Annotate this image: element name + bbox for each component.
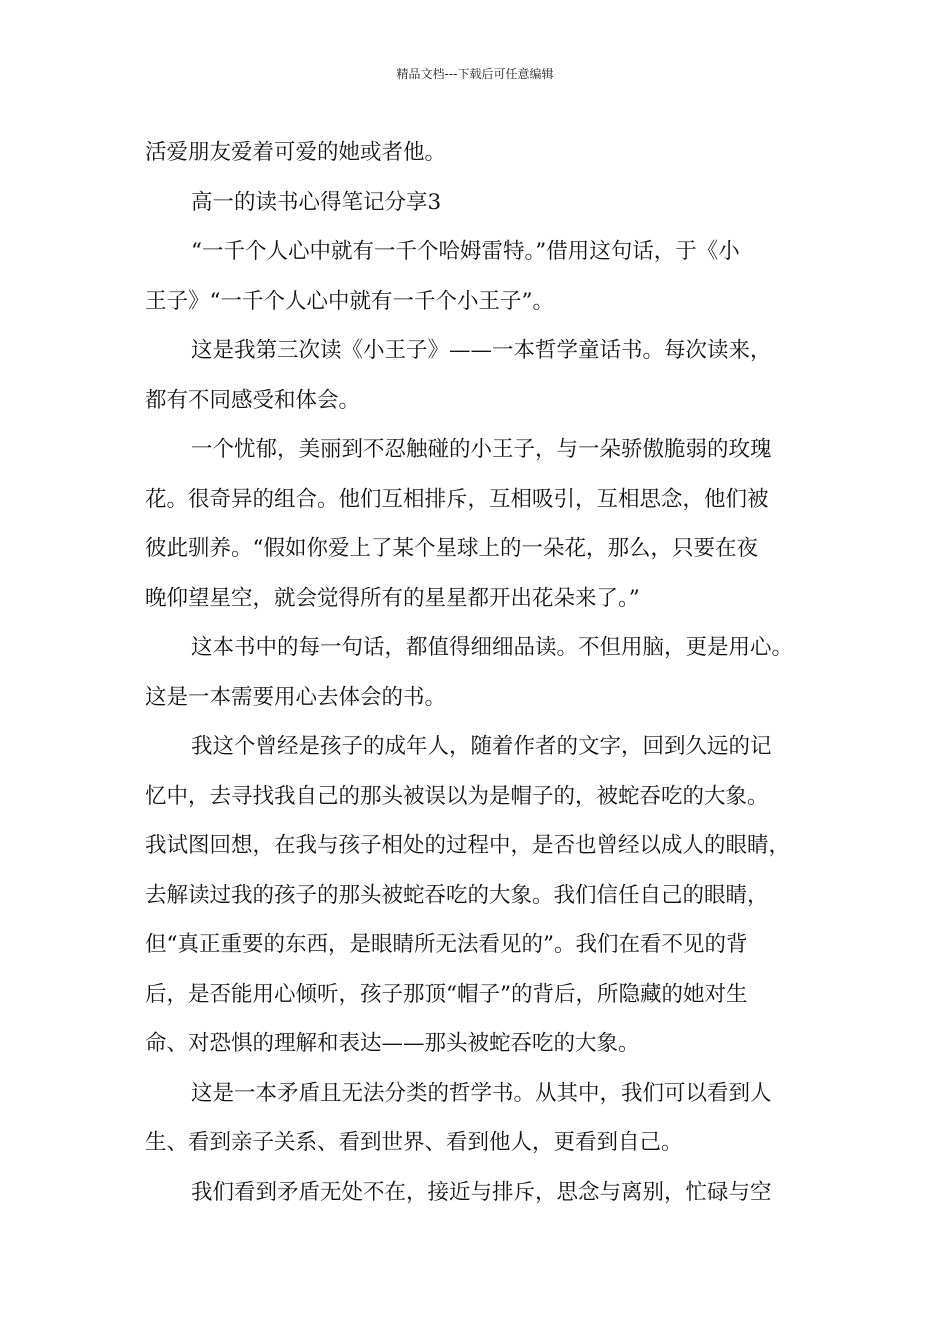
text-line: 活爱朋友爱着可爱的她或者他。 [145, 140, 447, 165]
text-line: 生、看到亲子关系、看到世界、看到他人，更看到自己。 [145, 1130, 683, 1155]
text-line: 忆中，去寻找我自己的那头被误以为是帽子的，被蛇吞吃的大象。 [145, 783, 769, 809]
text-line: 我们看到矛盾无处不在，接近与排斥，思念与离别，忙碌与空 [191, 1179, 772, 1205]
text-line: 我这个曾经是孩子的成年人，随着作者的文字，回到久远的记 [191, 734, 772, 759]
text-line: 命、对恐惧的理解和表达——那头被蛇吞吃的大象。 [145, 1031, 640, 1056]
page-header: 精品文档---下载后可任意编辑 [396, 67, 554, 81]
text-line: “一千个人心中就有一千个哈姆雷特。”借用这句话，于《小 [191, 239, 740, 264]
text-line: 都有不同感受和体会。 [145, 387, 361, 413]
text-line: 后，是否能用心倾听，孩子那顶“帽子”的背后，所隐藏的她对生 [145, 981, 748, 1007]
text-line: 这是一本需要用心去体会的书。 [145, 684, 447, 710]
text-line: 去解读过我的孩子的那头被蛇吞吃的大象。我们信任自己的眼睛， [145, 882, 769, 908]
text-line: 我试图回想，在我与孩子相处的过程中，是否也曾经以成人的眼睛， [145, 833, 791, 858]
text-line: 彼此驯养。“假如你爱上了某个星球上的一朵花，那么，只要在夜 [145, 536, 758, 561]
text-line: 一个忧郁，美丽到不忍触碰的小王子，与一朵骄傲脆弱的玫瑰 [191, 437, 772, 462]
text-line: 晚仰望星空，就会觉得所有的星星都开出花朵来了。” [145, 585, 640, 611]
text-line: 但“真正重要的东西，是眼睛所无法看见的”。我们在看不见的背 [145, 932, 748, 957]
text-line: 这是一本矛盾且无法分类的哲学书。从其中，我们可以看到人 [191, 1080, 772, 1106]
document-body [145, 128, 825, 1217]
section-heading: 高一的读书心得笔记分享3 [191, 189, 442, 215]
text-line: 这是我第三次读《小王子》——一本哲学童话书。每次读来， [191, 338, 772, 363]
text-line: 这本书中的每一句话，都值得细细品读。不但用脑，更是用心。 [191, 635, 794, 660]
text-line: 花。很奇异的组合。他们互相排斥，互相吸引，互相思念，他们被 [145, 486, 769, 512]
text-line: 王子》“一千个人心中就有一千个小王子”。 [145, 288, 554, 314]
